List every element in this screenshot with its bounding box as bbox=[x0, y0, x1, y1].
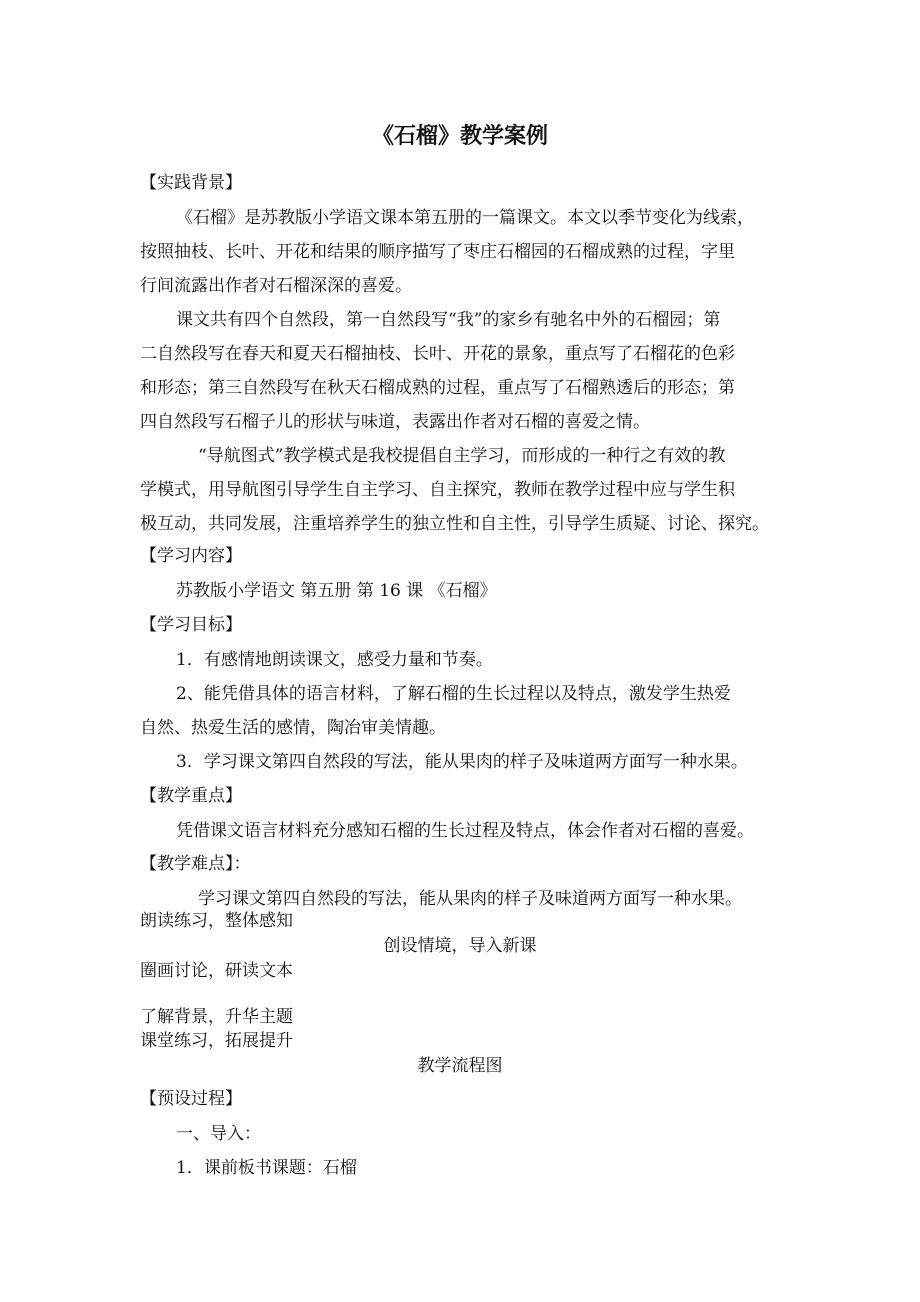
flowchart-caption: 教学流程图 bbox=[417, 1056, 503, 1076]
paragraph-line: 四自然段写石榴子儿的形状与味道，表露出作者对石榴的喜爱之情。 bbox=[140, 412, 650, 432]
flowchart-step-practice: 课堂练习，拓展提升 bbox=[140, 1031, 293, 1051]
goal-item: 1．有感情地朗读课文，感受力量和节奏。 bbox=[176, 650, 493, 670]
flowchart-step-discuss: 圈画讨论，研读文本 bbox=[140, 961, 293, 981]
paragraph-line: 行间流露出作者对石榴深深的喜爱。 bbox=[140, 276, 412, 296]
goal-item: 2、能凭借具体的语言材料，了解石榴的生长过程以及特点，激发学生热爱 bbox=[176, 684, 731, 704]
difficulty-text: 学习课文第四自然段的写法，能从果肉的样子及味道两方面写一种水果。 bbox=[198, 889, 742, 909]
section-heading-key-point: 【教学重点】 bbox=[140, 786, 242, 806]
paragraph-line: 和形态；第三自然段写在秋天石榴成熟的过程，重点写了石榴熟透后的形态；第 bbox=[140, 378, 735, 398]
section-heading-content: 【学习内容】 bbox=[140, 546, 242, 566]
paragraph-line: 学模式，用导航图引导学生自主学习、自主探究，教师在教学过程中应与学生积 bbox=[140, 480, 735, 500]
paragraph-line: 《石榴》是苏教版小学语文课本第五册的一篇课文。本文以季节变化为线索， bbox=[176, 208, 754, 228]
process-item: 1．课前板书课题：石榴 bbox=[176, 1158, 357, 1178]
key-point-text: 凭借课文语言材料充分感知石榴的生长过程及特点，体会作者对石榴的喜爱。 bbox=[176, 821, 754, 841]
section-heading-difficulty: 【教学难点】： bbox=[140, 854, 251, 874]
goal-item-continued: 自然、热爱生活的感情，陶冶审美情趣。 bbox=[140, 718, 446, 738]
process-part: 一、导入： bbox=[176, 1124, 261, 1144]
paragraph-line: 极互动，共同发展，注重培养学生的独立性和自主性，引导学生质疑、讨论、探究。 bbox=[140, 514, 769, 534]
page-title: 《石榴》教学案例 bbox=[371, 124, 548, 149]
flowchart-step-intro: 创设情境，导入新课 bbox=[383, 936, 537, 956]
goal-item: 3．学习课文第四自然段的写法，能从果肉的样子及味道两方面写一种水果。 bbox=[176, 752, 748, 772]
paragraph-line: 课文共有四个自然段，第一自然段写“我”的家乡有驰名中外的石榴园；第 bbox=[176, 310, 721, 330]
section-heading-process: 【预设过程】 bbox=[140, 1089, 242, 1109]
paragraph-line: 二自然段写在春天和夏天石榴抽枝、长叶、开花的景象，重点写了石榴花的色彩 bbox=[140, 344, 735, 364]
flowchart-step-theme: 了解背景，升华主题 bbox=[140, 1007, 293, 1027]
paragraph-line: “导航图式”教学模式是我校提倡自主学习，而形成的一种行之有效的教 bbox=[198, 446, 726, 466]
section-heading-background: 【实践背景】 bbox=[140, 173, 242, 193]
section-heading-goals: 【学习目标】 bbox=[140, 615, 242, 635]
paragraph-line: 按照抽枝、长叶、开花和结果的顺序描写了枣庄石榴园的石榴成熟的过程，字里 bbox=[140, 242, 735, 262]
content-text: 苏教版小学语文 第五册 第 16 课 《石榴》 bbox=[176, 581, 497, 601]
flowchart-step-read: 朗读练习，整体感知 bbox=[140, 911, 293, 931]
